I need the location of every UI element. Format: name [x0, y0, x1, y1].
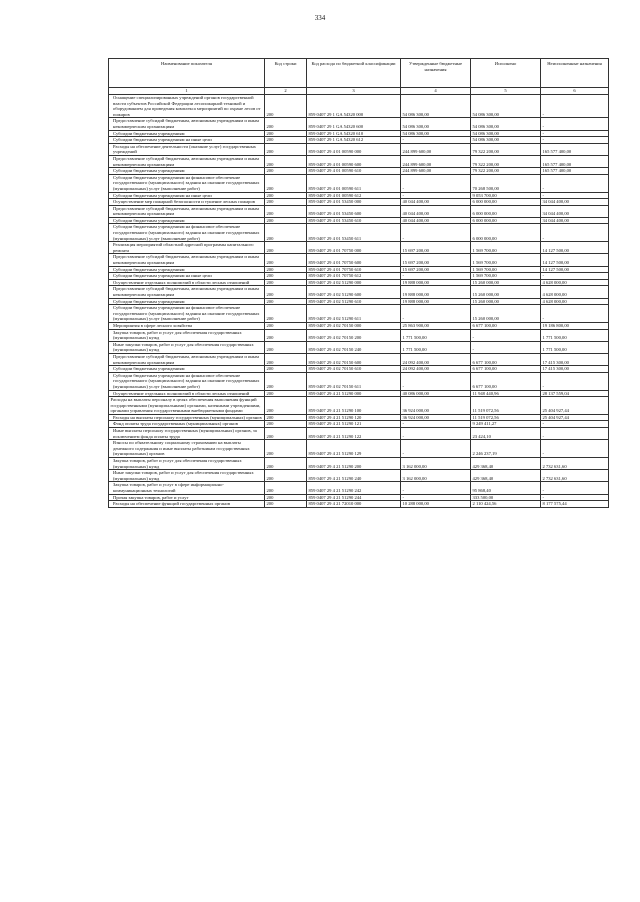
table-row [109, 494, 609, 501]
row-budget-code: 859 0407 29 4 02 51290 610 [307, 298, 401, 305]
row-line-code: 200 [265, 494, 307, 501]
table-row [109, 95, 609, 118]
row-approved: 40 044 400,00 [401, 199, 471, 206]
row-line-code: 200 [265, 155, 307, 167]
row-budget-code: 859 0407 29 4 01 00590 612 [307, 192, 401, 199]
row-line-code: 200 [265, 174, 307, 192]
row-name: Субсидии бюджетным учреждениям на финансовое обеспечение государственного (муниципального) задания на оказание государственных (муниципальных) услуг (выполнение работ) [109, 372, 265, 390]
row-line-code: 200 [265, 199, 307, 206]
column-number: 2 [265, 88, 307, 95]
row-executed: 1 569 700,00 [471, 266, 541, 273]
row-approved: 54 086 300,00 [401, 130, 471, 137]
row-approved: - [401, 305, 471, 323]
row-name: Фонд оплаты труда государственных (муниципальных) органов [109, 421, 265, 428]
table-row [109, 137, 609, 144]
row-approved: 36 924 000,00 [401, 414, 471, 421]
table-row [109, 266, 609, 273]
row-unexecuted: 25 404 927,44 [541, 414, 609, 421]
row-line-code: 200 [265, 137, 307, 144]
row-line-code: 200 [265, 482, 307, 494]
row-budget-code: 859 0407 29 4 21 51290 129 [307, 440, 401, 458]
row-executed: 54 086 300,00 [471, 137, 541, 144]
row-approved: 40 086 000,00 [401, 390, 471, 397]
table-row [109, 192, 609, 199]
row-budget-code: 859 0407 29 4 02 51290 611 [307, 305, 401, 323]
row-approved: 40 044 400,00 [401, 217, 471, 224]
row-unexecuted: - [541, 273, 609, 280]
row-name: Мероприятия в сфере лесного хозяйства [109, 322, 265, 329]
row-approved: 3 162 000,00 [401, 458, 471, 470]
table-row [109, 414, 609, 421]
row-name: Закупка товаров, работ и услуг для обеспечения государственных (муниципальных) нужд [109, 329, 265, 341]
table-row [109, 390, 609, 397]
row-approved: - [401, 174, 471, 192]
row-approved: 25 863 900,00 [401, 322, 471, 329]
row-budget-code: 859 0407 29 4 21 51290 244 [307, 494, 401, 501]
row-budget-code: 859 0407 29 1 GA 54320 610 [307, 130, 401, 137]
row-executed: 429 368,40 [471, 470, 541, 482]
row-executed: 15 260 000,00 [471, 286, 541, 298]
row-executed: 70 268 500,00 [471, 174, 541, 192]
row-name: Предоставление субсидий бюджетным, автономным учреждениям и иным некоммерческим организациям [109, 286, 265, 298]
row-unexecuted: 165 577 400,00 [541, 155, 609, 167]
row-executed: 54 086 300,00 [471, 118, 541, 130]
row-executed: 11 519 072,56 [471, 397, 541, 415]
row-executed: 79 322 200,00 [471, 168, 541, 175]
row-name: Закупка товаров, работ и услуг в сфере информационно-коммуникационных технологий [109, 482, 265, 494]
table-row [109, 470, 609, 482]
column-number-row [109, 88, 609, 95]
row-name: Субсидии бюджетным учреждениям на финансовое обеспечение государственного (муниципального) задания на оказание государственных (муниципальных) услуг (выполнение работ) [109, 174, 265, 192]
row-line-code: 200 [265, 428, 307, 440]
row-unexecuted: 34 044 400,00 [541, 199, 609, 206]
row-budget-code: 859 0407 29 4 01 70750 600 [307, 254, 401, 266]
row-executed: 95 868,40 [471, 482, 541, 494]
row-approved: - [401, 273, 471, 280]
row-line-code: 200 [265, 458, 307, 470]
page-number: 334 [314, 14, 326, 22]
table-row [109, 279, 609, 286]
row-budget-code: 859 0407 29 4 21 51290 100 [307, 397, 401, 415]
row-approved: - [401, 440, 471, 458]
row-budget-code: 859 0407 29 4 01 70750 610 [307, 266, 401, 273]
row-executed: 23 424,10 [471, 428, 541, 440]
row-budget-code: 859 0407 29 4 01 53450 610 [307, 217, 401, 224]
budget-execution-table [108, 58, 609, 508]
row-approved: - [401, 372, 471, 390]
row-approved: 36 924 000,00 [401, 397, 471, 415]
row-budget-code: 859 0407 29 4 01 70750 000 [307, 242, 401, 254]
row-line-code: 200 [265, 298, 307, 305]
row-line-code: 200 [265, 421, 307, 428]
row-line-code: 200 [265, 305, 307, 323]
row-approved: 19 888 000,00 [401, 286, 471, 298]
row-name: Расходы на выплаты персоналу в целях обеспечения выполнения функций государственными (муниципальными) органами, казенными учреждениями, органами управления государственными внебюджетными фондами [109, 397, 265, 415]
row-unexecuted: 17 415 300,00 [541, 366, 609, 373]
header-approved: Утвержденные бюджетные назначения [401, 59, 471, 88]
row-executed: 15 260 000,00 [471, 279, 541, 286]
row-line-code: 200 [265, 470, 307, 482]
row-executed: 6 000 000,00 [471, 199, 541, 206]
row-approved: 40 044 400,00 [401, 205, 471, 217]
table-row [109, 205, 609, 217]
table-row [109, 341, 609, 353]
row-name: Осуществление мер пожарной безопасности и тушение лесных пожаров [109, 199, 265, 206]
row-executed: 429 368,40 [471, 458, 541, 470]
table-row [109, 372, 609, 390]
row-budget-code: 859 0407 29 4 02 51290 000 [307, 279, 401, 286]
row-name: Субсидии бюджетным учреждениям [109, 168, 265, 175]
row-unexecuted: - [541, 305, 609, 323]
row-line-code: 200 [265, 397, 307, 415]
table-header-row [109, 59, 609, 88]
row-executed: 2 110 424,56 [471, 501, 541, 508]
row-name: Предоставление субсидий бюджетным, автономным учреждениям и иным некоммерческим организациям [109, 155, 265, 167]
row-budget-code: 859 0407 29 4 02 70150 240 [307, 341, 401, 353]
column-number: 3 [307, 88, 401, 95]
row-unexecuted: - [541, 95, 609, 118]
row-name: Осуществление отдельных полномочий в области лесных отношений [109, 279, 265, 286]
table-row [109, 242, 609, 254]
row-unexecuted: - [541, 440, 609, 458]
row-budget-code: 859 0407 29 4 21 51290 121 [307, 421, 401, 428]
row-approved: 244 899 600,00 [401, 143, 471, 155]
row-approved: - [401, 192, 471, 199]
table-row [109, 174, 609, 192]
row-name: Субсидии бюджетным учреждениям [109, 298, 265, 305]
table-row [109, 130, 609, 137]
row-budget-code: 859 0407 29 4 01 53450 611 [307, 224, 401, 242]
row-name: Субсидии бюджетным учреждениям [109, 366, 265, 373]
row-approved: 244 899 600,00 [401, 168, 471, 175]
row-executed: 6 000 000,00 [471, 224, 541, 242]
row-approved: 15 697 200,00 [401, 266, 471, 273]
row-unexecuted: 2 732 631,60 [541, 470, 609, 482]
row-budget-code: 859 0407 29 4 21 51290 240 [307, 470, 401, 482]
table-row [109, 458, 609, 470]
row-unexecuted: - [541, 494, 609, 501]
row-unexecuted: 2 732 631,60 [541, 458, 609, 470]
row-approved: 54 086 300,00 [401, 118, 471, 130]
row-unexecuted: - [541, 421, 609, 428]
row-line-code: 200 [265, 224, 307, 242]
column-number: 5 [471, 88, 541, 95]
row-budget-code: 859 0407 29 1 GA 54320 000 [307, 95, 401, 118]
row-line-code: 200 [265, 205, 307, 217]
row-budget-code: 859 0407 29 4 21 51290 000 [307, 390, 401, 397]
row-name: Субсидии бюджетным учреждениям на финансовое обеспечение государственного (муниципального) задания на оказание государственных (муниципальных) услуг (выполнение работ) [109, 305, 265, 323]
row-line-code: 200 [265, 168, 307, 175]
row-name: Предоставление субсидий бюджетным, автономным учреждениям и иным некоммерческим организациям [109, 353, 265, 365]
row-unexecuted: 1 771 500,00 [541, 329, 609, 341]
row-unexecuted: 17 415 300,00 [541, 353, 609, 365]
table-row [109, 397, 609, 415]
row-name: Предоставление субсидий бюджетным, автономным учреждениям и иным некоммерческим организациям [109, 254, 265, 266]
row-budget-code: 859 0407 29 4 01 00590 600 [307, 155, 401, 167]
row-budget-code: 859 0407 29 4 21 51290 122 [307, 428, 401, 440]
row-name: Предоставление субсидий бюджетным, автономным учреждениям и иным некоммерческим организациям [109, 205, 265, 217]
row-executed: 333 500,00 [471, 494, 541, 501]
row-unexecuted: 1 771 500,00 [541, 341, 609, 353]
table-row [109, 428, 609, 440]
row-unexecuted: 165 577 400,00 [541, 168, 609, 175]
header-unexecuted: Неисполненные назначения [541, 59, 609, 88]
row-line-code: 200 [265, 192, 307, 199]
row-budget-code: 859 0407 29 4 21 51290 242 [307, 482, 401, 494]
row-budget-code: 859 0407 29 4 01 53450 600 [307, 205, 401, 217]
row-name: Субсидии бюджетным учреждениям [109, 217, 265, 224]
row-line-code: 200 [265, 322, 307, 329]
row-line-code: 200 [265, 414, 307, 421]
table-row [109, 273, 609, 280]
table-row [109, 329, 609, 341]
row-name: Оснащение специализированных учреждений органов государственной власти субъектов Российской Федерации лесопожарной техникой и оборудованием для проведения комплекса мероприятий по охране лесов от пожаров [109, 95, 265, 118]
table-row [109, 254, 609, 266]
table-row [109, 199, 609, 206]
header-executed: Исполнено [471, 59, 541, 88]
table-row [109, 421, 609, 428]
row-budget-code: 859 0407 29 4 02 51290 600 [307, 286, 401, 298]
row-name: Субсидии бюджетным учреждениям [109, 130, 265, 137]
row-approved: 244 899 600,00 [401, 155, 471, 167]
row-approved: 24 092 400,00 [401, 353, 471, 365]
row-executed: 15 260 000,00 [471, 298, 541, 305]
row-budget-code: 859 0407 29 4 21 72010 000 [307, 501, 401, 508]
row-approved: 24 092 400,00 [401, 366, 471, 373]
row-executed: 6 000 000,00 [471, 205, 541, 217]
row-line-code: 200 [265, 329, 307, 341]
table-row [109, 322, 609, 329]
row-line-code: 200 [265, 286, 307, 298]
row-line-code: 200 [265, 143, 307, 155]
table-row [109, 217, 609, 224]
row-approved: - [401, 421, 471, 428]
row-budget-code: 859 0407 29 4 01 00590 610 [307, 168, 401, 175]
row-unexecuted: - [541, 192, 609, 199]
column-number: 6 [541, 88, 609, 95]
row-unexecuted: 4 628 000,00 [541, 279, 609, 286]
table-row [109, 118, 609, 130]
row-approved: 1 771 500,00 [401, 329, 471, 341]
header-indicator-name: Наименование показателя [109, 59, 265, 88]
row-approved: 10 288 000,00 [401, 501, 471, 508]
row-line-code: 200 [265, 273, 307, 280]
row-name: Осуществление отдельных полномочий в области лесных отношений [109, 390, 265, 397]
row-budget-code: 859 0407 29 4 02 70150 610 [307, 366, 401, 373]
row-budget-code: 859 0407 29 4 01 00590 611 [307, 174, 401, 192]
row-budget-code: 859 0407 29 4 21 51290 200 [307, 458, 401, 470]
header-line-code: Код строки [265, 59, 307, 88]
column-number: 4 [401, 88, 471, 95]
row-approved: 15 697 200,00 [401, 242, 471, 254]
row-budget-code: 859 0407 29 4 01 53450 000 [307, 199, 401, 206]
row-approved: - [401, 482, 471, 494]
row-approved: 54 086 300,00 [401, 95, 471, 118]
row-name: Иные закупки товаров, работ и услуг для обеспечения государственных (муниципальных) нужд [109, 470, 265, 482]
row-unexecuted: 34 044 400,00 [541, 205, 609, 217]
table-row [109, 286, 609, 298]
row-executed: 54 086 300,00 [471, 95, 541, 118]
row-unexecuted: - [541, 372, 609, 390]
row-name: Субсидии бюджетным учреждениям [109, 266, 265, 273]
row-unexecuted: 165 577 400,00 [541, 143, 609, 155]
table-row [109, 482, 609, 494]
row-line-code: 200 [265, 372, 307, 390]
row-approved: - [401, 428, 471, 440]
row-name: Расходы на обеспечение деятельности (оказание услуг) государственных учреждений [109, 143, 265, 155]
row-unexecuted: - [541, 482, 609, 494]
budget-table-container [108, 58, 608, 508]
row-unexecuted: - [541, 174, 609, 192]
row-executed: 6 677 100,00 [471, 353, 541, 365]
row-executed: 79 322 200,00 [471, 143, 541, 155]
row-unexecuted: 14 127 500,00 [541, 266, 609, 273]
row-name: Субсидии бюджетным учреждениям на финансовое обеспечение государственного (муниципального) задания на оказание государственных (муниципальных) услуг (выполнение работ) [109, 224, 265, 242]
row-name: Реализация мероприятий областной адресной программы капитального ремонта [109, 242, 265, 254]
row-executed: 1 569 700,00 [471, 242, 541, 254]
row-unexecuted: 4 628 000,00 [541, 286, 609, 298]
row-budget-code: 859 0407 29 4 02 70150 000 [307, 322, 401, 329]
table-row [109, 155, 609, 167]
row-name: Иные закупки товаров, работ и услуг для обеспечения государственных (муниципальных) нужд [109, 341, 265, 353]
row-executed: 1 569 700,00 [471, 273, 541, 280]
table-row [109, 298, 609, 305]
row-approved: 19 888 000,00 [401, 298, 471, 305]
row-name: Взносы по обязательному социальному страхованию на выплаты денежного содержания и иные выплаты работникам государственных (муниципальных) органов [109, 440, 265, 458]
row-approved: - [401, 137, 471, 144]
row-executed: 2 246 237,19 [471, 440, 541, 458]
row-budget-code: 859 0407 29 4 02 70150 611 [307, 372, 401, 390]
row-executed: 9 053 700,00 [471, 192, 541, 199]
row-executed: 11 948 440,96 [471, 390, 541, 397]
row-line-code: 200 [265, 440, 307, 458]
row-budget-code: 859 0407 29 4 02 70150 200 [307, 329, 401, 341]
row-name: Субсидии бюджетным учреждениям на иные цели [109, 192, 265, 199]
row-line-code: 200 [265, 279, 307, 286]
column-number: 1 [109, 88, 265, 95]
row-unexecuted: 19 186 800,00 [541, 322, 609, 329]
row-executed: 6 000 000,00 [471, 217, 541, 224]
row-executed: 11 519 072,56 [471, 414, 541, 421]
row-budget-code: 859 0407 29 4 02 70150 600 [307, 353, 401, 365]
row-unexecuted: 14 127 500,00 [541, 254, 609, 266]
row-line-code: 200 [265, 217, 307, 224]
row-budget-code: 859 0407 29 4 01 00590 000 [307, 143, 401, 155]
row-unexecuted: - [541, 118, 609, 130]
row-line-code: 200 [265, 390, 307, 397]
row-executed: - [471, 341, 541, 353]
row-line-code: 200 [265, 254, 307, 266]
row-name: Иные выплаты персоналу государственных (муниципальных) органов, за исключением фонда оплаты труда [109, 428, 265, 440]
row-unexecuted: - [541, 224, 609, 242]
table-row [109, 353, 609, 365]
row-unexecuted: 34 044 400,00 [541, 217, 609, 224]
row-name: Субсидии бюджетным учреждениям на иные цели [109, 137, 265, 144]
row-unexecuted: 25 404 927,44 [541, 397, 609, 415]
row-approved: 3 162 000,00 [401, 470, 471, 482]
row-line-code: 200 [265, 95, 307, 118]
row-budget-code: 859 0407 29 4 21 51290 120 [307, 414, 401, 421]
header-budget-classification: Код расхода по бюджетной классификации [307, 59, 401, 88]
row-line-code: 200 [265, 130, 307, 137]
row-approved: - [401, 224, 471, 242]
row-unexecuted: 28 137 559,04 [541, 390, 609, 397]
row-budget-code: 859 0407 29 1 GA 54320 600 [307, 118, 401, 130]
row-executed: 6 677 100,00 [471, 322, 541, 329]
row-approved: 1 771 500,00 [401, 341, 471, 353]
table-row [109, 143, 609, 155]
row-approved: - [401, 494, 471, 501]
row-unexecuted: - [541, 130, 609, 137]
table-row [109, 168, 609, 175]
row-executed: 6 677 100,00 [471, 372, 541, 390]
row-unexecuted: - [541, 137, 609, 144]
row-name: Расходы на обеспечение функций государственных органов [109, 501, 265, 508]
row-unexecuted: 8 177 575,44 [541, 501, 609, 508]
row-executed: 79 322 200,00 [471, 155, 541, 167]
table-row [109, 305, 609, 323]
table-row [109, 501, 609, 508]
row-executed: 15 260 000,00 [471, 305, 541, 323]
table-row [109, 366, 609, 373]
table-row [109, 440, 609, 458]
row-executed: 54 086 300,00 [471, 130, 541, 137]
row-budget-code: 859 0407 29 1 GA 54320 612 [307, 137, 401, 144]
row-executed: - [471, 329, 541, 341]
row-budget-code: 859 0407 29 4 01 70750 612 [307, 273, 401, 280]
row-executed: 9 249 411,27 [471, 421, 541, 428]
row-line-code: 200 [265, 242, 307, 254]
row-executed: 1 569 700,00 [471, 254, 541, 266]
row-line-code: 200 [265, 266, 307, 273]
row-name: Предоставление субсидий бюджетным, автономным учреждениям и иным некоммерческим организациям [109, 118, 265, 130]
row-name: Субсидии бюджетным учреждениям на иные цели [109, 273, 265, 280]
row-line-code: 200 [265, 118, 307, 130]
row-approved: 15 697 200,00 [401, 254, 471, 266]
row-name: Прочая закупка товаров, работ и услуг [109, 494, 265, 501]
table-row [109, 224, 609, 242]
row-executed: 6 677 100,00 [471, 366, 541, 373]
row-line-code: 200 [265, 341, 307, 353]
row-name: Расходы на выплаты персоналу государственных (муниципальных) органов [109, 414, 265, 421]
row-unexecuted: 4 628 000,00 [541, 298, 609, 305]
row-unexecuted: - [541, 428, 609, 440]
row-line-code: 200 [265, 353, 307, 365]
row-approved: 19 888 000,00 [401, 279, 471, 286]
row-name: Закупка товаров, работ и услуг для обеспечения государственных (муниципальных) нужд [109, 458, 265, 470]
row-unexecuted: 14 127 500,00 [541, 242, 609, 254]
row-line-code: 200 [265, 366, 307, 373]
row-line-code: 200 [265, 501, 307, 508]
